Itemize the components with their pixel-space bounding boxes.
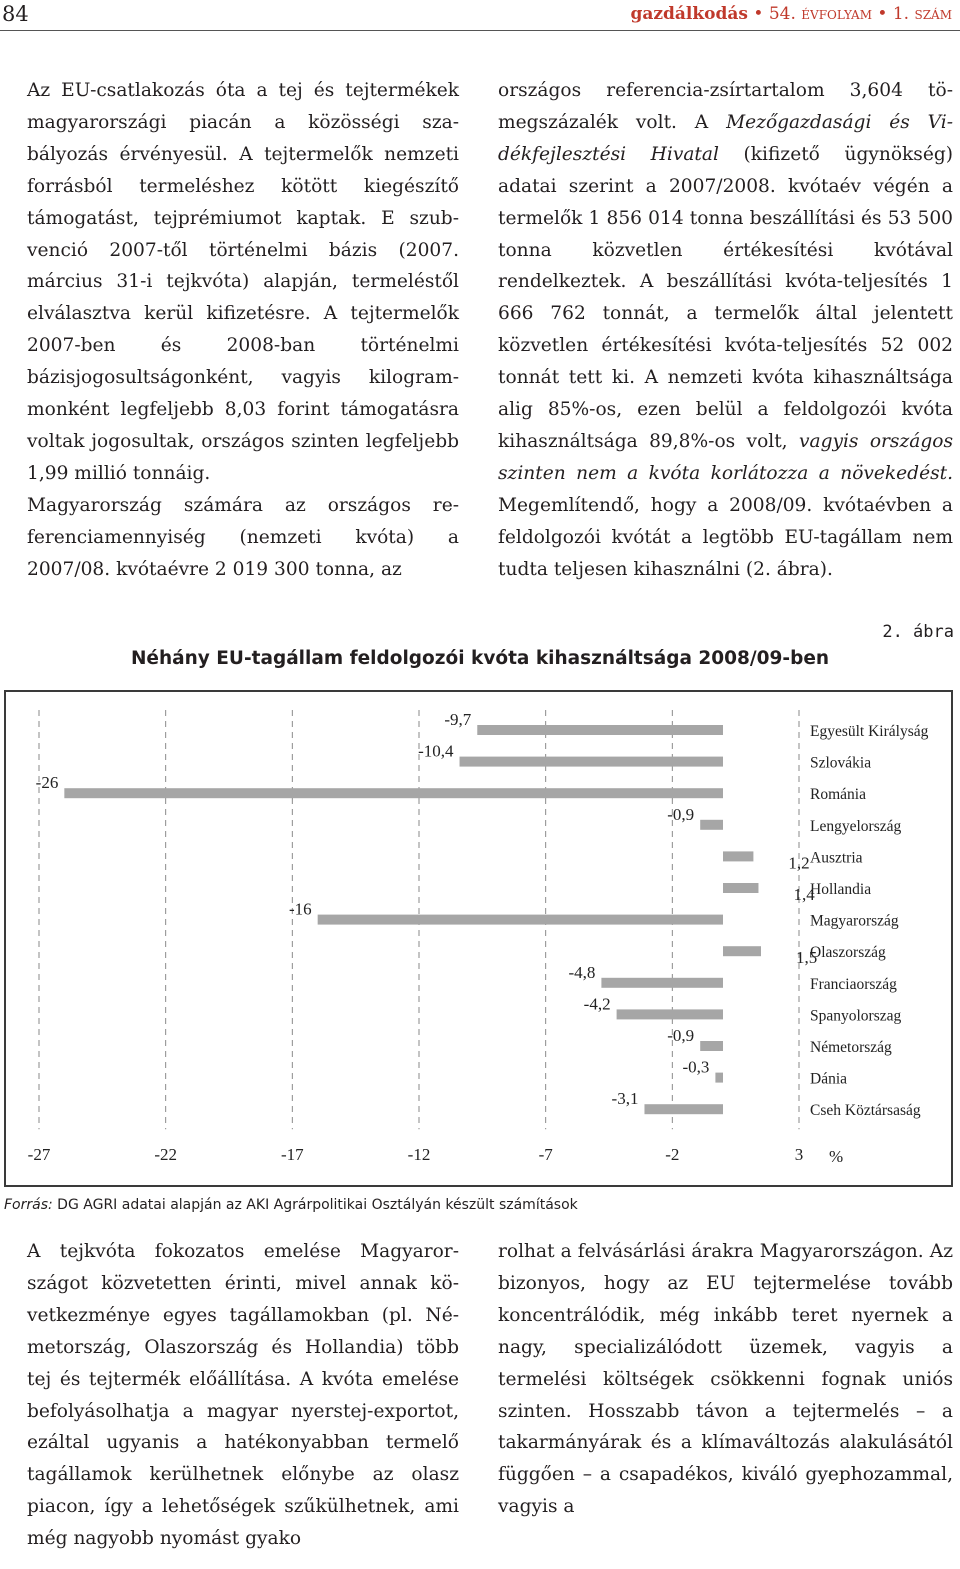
bar [64,788,723,798]
data-label: -3,1 [611,1089,639,1109]
bar-chart [6,692,951,1185]
bar [644,1104,723,1114]
bar [617,1009,723,1019]
paragraph: Az EU-csatlakozás óta a tej és tejtermékek magyarországi piacán a közösségi szabályozás érvényesül. A tejtermelők nemzeti forrásból termeléshez kötött kiegészítő támogatást, tejprémiumot kaptak. E szubvenció 2007-től történelmi bázis (2007. március 31-i tejkvóta) alapján, termeléstől elválasztva kerül kifizetésre. A tejtermelők 2007-ben és 2008-ban történelmi bázisjogosultságonként, vagyis kilogrammonként legfeljebb 8,03 forint támogatásra voltak jogosultak, országos szinten legfeljebb 1,99 millió tonnáig. [27,80,459,484]
category-label: Dánia [810,1070,848,1088]
italic-text: Mezőgazdasági és Vidékfejlesztési Hivatal [498,111,954,165]
journal-running-head [630,4,952,24]
chart-frame [4,690,953,1187]
category-label: Egyesült Királyság [810,723,929,740]
bar [700,1041,723,1051]
source-label: Forrás: [4,1197,53,1213]
bar [715,1073,723,1083]
x-tick-label: -17 [280,1145,304,1164]
column-right-bottom [498,1236,953,1523]
x-tick-label: -27 [27,1145,51,1164]
bar [723,883,758,893]
figure-label: 2. ábra [882,622,954,642]
separator-dot: • [877,4,888,24]
paragraph: rolhat a felvásárlási árakra Magyarországon. Az bizonyos, hogy az EU tejtermelése tovább koncentrálódik, még inkább teret nyernek a nagy, specializálódott üzemek, vagyis a termelési költségek csökkenni fognak uniós szinten. Hosszabb távon a tejtermelés – a takarmányárak és a klímaváltozás alakulásától függően – a csapadékos, kiváló gyephozammal, vagyis a [498,1241,953,1518]
data-label: -0,9 [667,804,695,824]
x-tick-label: -7 [538,1145,553,1164]
page-number: 84 [2,2,29,26]
bar [700,820,723,830]
bar [601,978,723,988]
bar [460,757,723,767]
x-tick-label: -2 [665,1145,680,1164]
paragraph: Magyarország számára az országos referenciamennyiség (nemzeti kvóta) a 2007/08. kvótaévre 2 019 300 tonna, az [27,494,459,580]
bar [723,851,753,861]
source-text: DG AGRI adatai alapján az AKI Agrárpolitikai Osztályán készült számítások [52,1197,578,1213]
category-label: Spanyolorszag [810,1007,902,1025]
category-label: Németország [810,1039,892,1056]
data-label: -10,4 [418,741,454,761]
data-label: -4,8 [568,962,596,982]
data-label: -9,7 [444,710,472,729]
running-header [0,0,960,30]
paragraph: A tejkvóta fokozatos emelése Magyarországot közvetetten érinti, mivel annak következménye egyes tagállamokban (pl. Németország, Olaszország és Hollandia) több tej és tejtermék előállítása. A kvóta emelése befolyásolhatja a magyar nyerstej-exportot, ezáltal ugyanis a hatékonyabban termelő tagállamok kerülhetnek előnybe az olasz piacon, így a lehetőségek szűkülhetnek, ami még nagyobb nyomást gyako [27,1241,459,1550]
italic-text: vagyis országos szinten nem a kvóta korlátozza a növekedést. [498,430,953,484]
data-label: -0,3 [682,1057,710,1077]
data-label: 1,2 [788,853,810,873]
bar [318,915,723,925]
x-tick-label: 3 [794,1145,804,1164]
column-right-top [498,75,953,586]
x-tick-label: -22 [154,1145,178,1164]
category-label: Franciaország [810,975,897,993]
text-run: országos referencia-zsírtartalom 3,604 tömegszázalék volt. A [498,80,953,133]
category-label: Hollandia [810,881,872,898]
category-label: Ausztria [810,849,863,867]
header-rule [0,30,960,31]
volume: 54. évfolyam [768,4,873,24]
x-tick-label: -12 [407,1145,431,1164]
category-label: Románia [810,786,866,804]
paragraph [498,75,953,586]
category-label: Cseh Köztársaság [810,1102,921,1120]
data-label: -4,2 [583,994,611,1014]
category-label: Szlovákia [810,754,872,772]
issue: 1. szám [892,4,952,24]
separator-dot: • [753,4,764,24]
category-label: Olaszország [810,944,886,962]
data-label: 1,4 [793,885,815,904]
text-run: Megemlítendő, hogy a 2008/09. kvótaévben a feldolgozói kvótát a legtöbb EU-tagállam nem tudta teljesen kihasználni (2. ábra). [498,494,953,580]
data-label: -0,9 [667,1026,695,1045]
column-left-bottom [27,1236,459,1555]
bar [723,946,761,956]
text-run: (kifizető ügynökség) adatai szerint a 2007/2008. kvótaév végén a termelők 1 856 014 tonna beszállítási és 53 500 tonna közvetlen értékesítési kvótával rendelkeztek. A beszállítási kvóta-teljesítés 1 666 762 tonnát, a termelők által jelentett közvetlen értékesítési kvóta-teljesítés 52 002 tonnát tett ki. A nemzeti kvóta kihasználtsága alig 85%-os, ezen belül a feldolgozói kvóta kihasználtsága 89,8%-os volt, [498,143,953,452]
data-label: -26 [35,773,59,793]
category-label: Magyarország [810,912,899,930]
figure-source [4,1197,578,1213]
journal-name: gazdálkodás [630,4,748,24]
data-label: 1,5 [796,948,818,968]
bar [477,725,723,735]
category-label: Lengyelország [810,817,902,835]
data-label: -16 [288,899,312,919]
figure-title: Néhány EU-tagállam feldolgozói kvóta kihasználtsága 2008/09-ben [130,648,830,669]
column-left-top [27,75,459,586]
x-axis-unit-label: % [829,1147,844,1166]
